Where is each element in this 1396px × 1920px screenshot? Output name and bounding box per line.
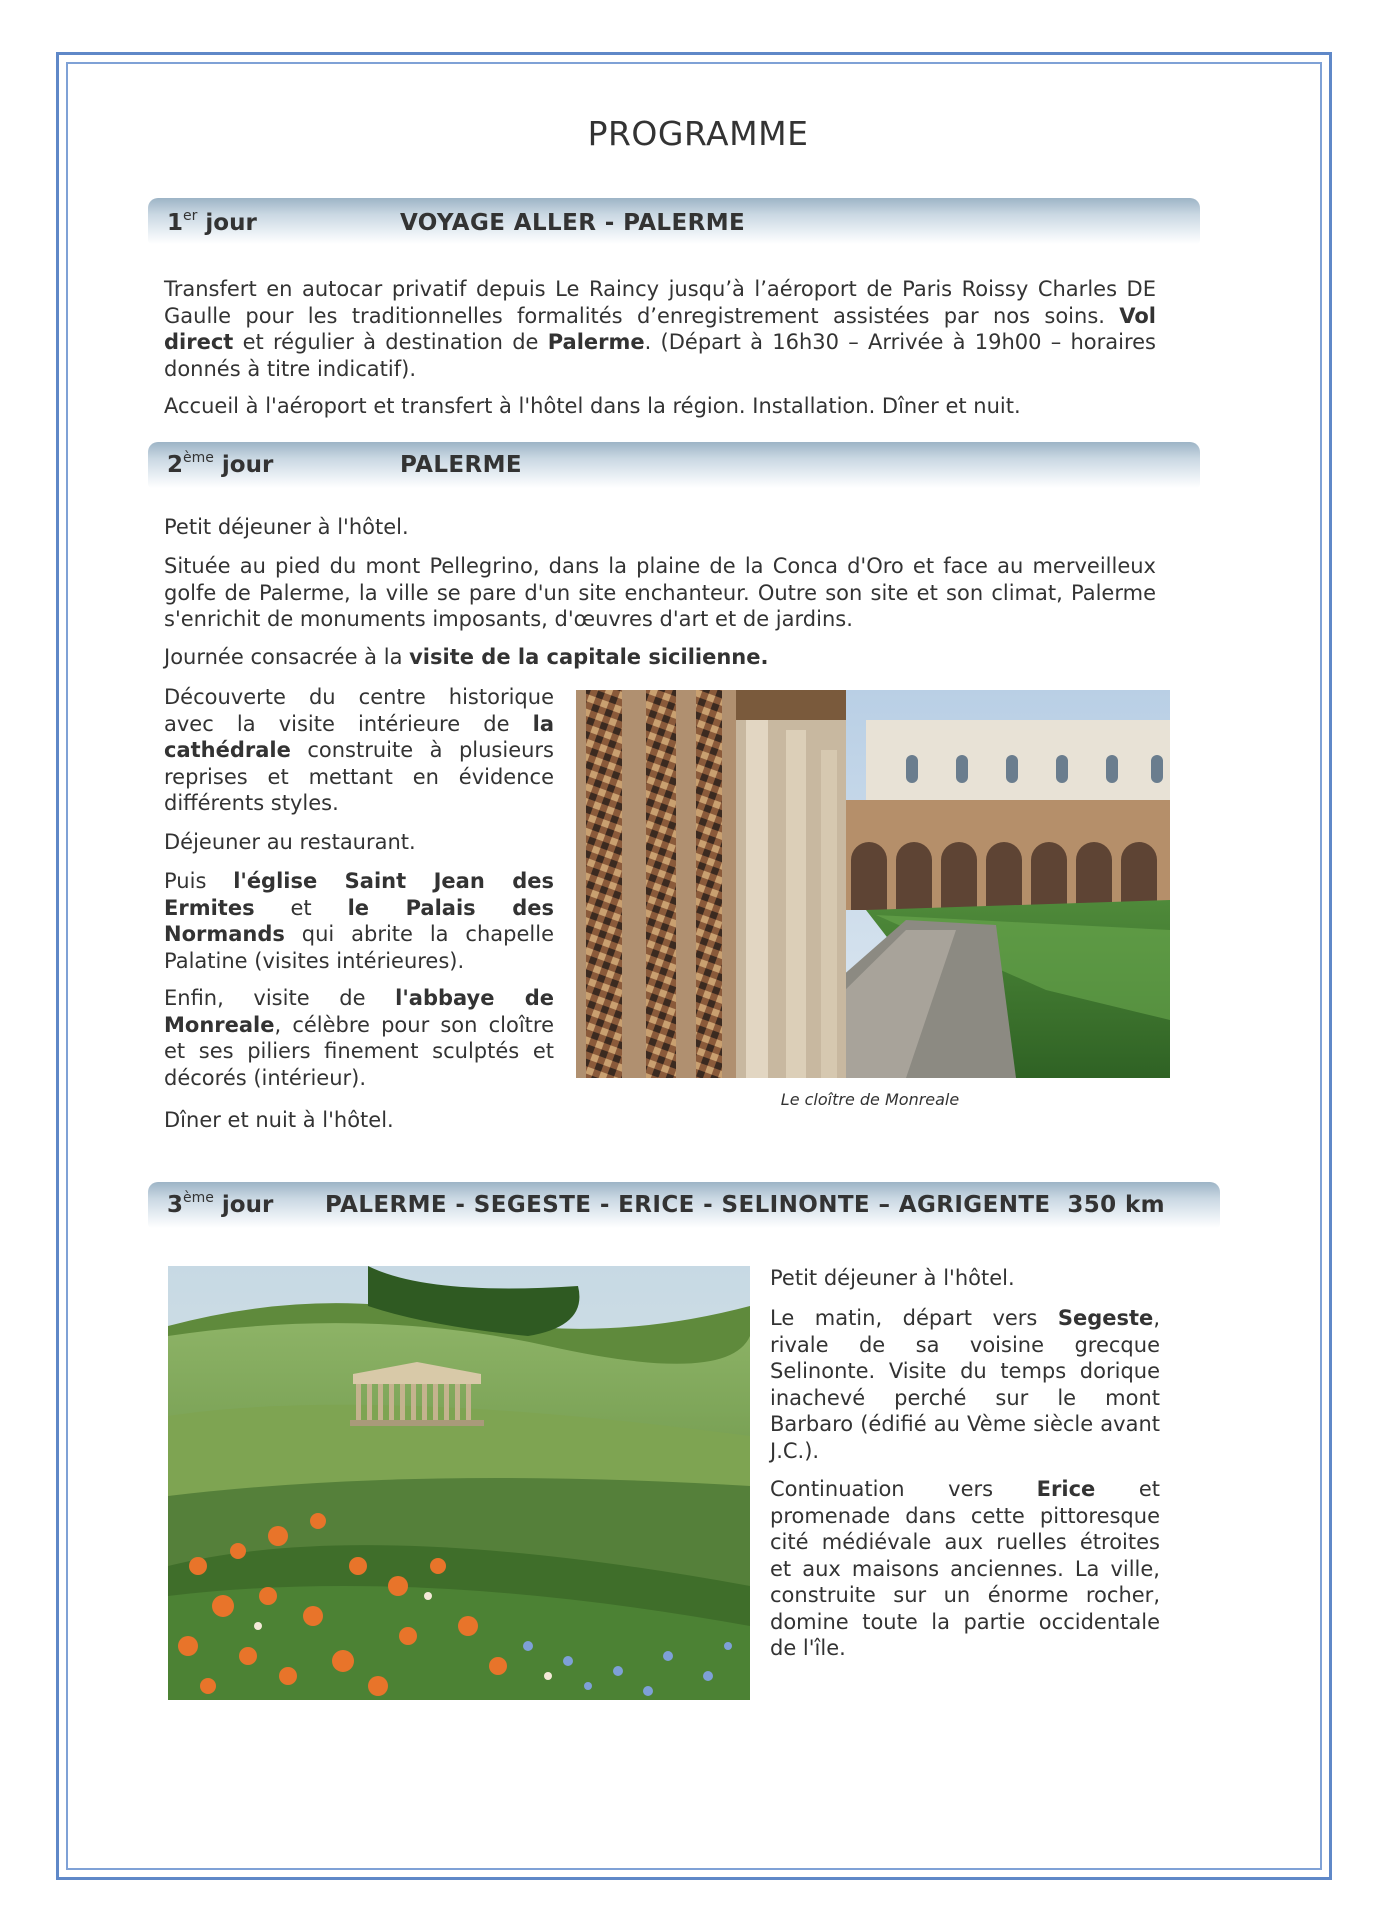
day-3-paragraph-3: Continuation vers Erice et promenade dans cette pittoresque cité médiévale aux ruelles étroites et aux maisons anciennes. La ville, construite sur un énorme rocher, domine toute la partie occidentale de l'île. [770, 1477, 1160, 1660]
day-2-paragraph-7: Enfin, visite de l'abbaye de Monreale, célèbre pour son cloître et ses piliers finement sculptés et décorés (intérieur). [164, 986, 555, 1090]
cloister-photo-caption: Le cloître de Monreale [780, 1090, 960, 1109]
day-1-paragraph-1: Transfert en autocar privatif depuis Le Raincy jusqu’à l’aéroport de Paris Roissy Charles DE Gaulle pour les traditionnelles formalités d’enregistrement assistées par nos soins. Vol direct et régulier à destination de Palerme. (Départ à 16h30 – Arrivée à 19h00 – horaires donnés à titre indicatif). [164, 277, 1156, 381]
day-2-header-band [148, 442, 1200, 488]
day-3-paragraph-2: Le matin, départ vers Segeste, rivale de sa voisine grecque Selinonte. Visite du temps dorique inachevé perché sur le mont Barbaro (édifié au Vème siècle avant J.C.). [770, 1306, 1160, 1463]
segesta-temple-photo [168, 1266, 750, 1700]
day-2-paragraph-3: Journée consacrée à la visite de la capitale sicilienne. [164, 645, 769, 669]
day-2-paragraph-6: Puis l'église Saint Jean des Ermites et le Palais des Normands qui abrite la chapelle Palatine (visites intérieures). [164, 869, 554, 973]
day-1-title: VOYAGE ALLER - PALERME [400, 210, 746, 236]
day-1-label: 1er jour [167, 208, 257, 236]
day-3-label: 3ème jour [167, 1190, 274, 1218]
page-title: PROGRAMME [587, 114, 809, 153]
monreale-cloister-photo [576, 690, 1170, 1078]
day-3-paragraph-1: Petit déjeuner à l'hôtel. [770, 1266, 1015, 1290]
day-2-label: 2ème jour [167, 450, 274, 478]
day-2-paragraph-5: Déjeuner au restaurant. [164, 830, 416, 854]
day-1-paragraph-2: Accueil à l'aéroport et transfert à l'hôtel dans la région. Installation. Dîner et nuit. [164, 394, 1021, 418]
day-3-title: PALERME - SEGESTE - ERICE - SELINONTE – AGRIGENTE 350 km [325, 1192, 1166, 1218]
day-2-title: PALERME [400, 452, 523, 478]
day-2-paragraph-1: Petit déjeuner à l'hôtel. [164, 515, 409, 539]
day-2-paragraph-8: Dîner et nuit à l'hôtel. [164, 1108, 394, 1132]
day-2-paragraph-2: Située au pied du mont Pellegrino, dans la plaine de la Conca d'Oro et face au merveilleux golfe de Palerme, la ville se pare d'un site enchanteur. Outre son site et son climat, Palerme s'enrichit de monuments imposants, d'œuvres d'art et de jardins. [164, 554, 1156, 631]
day-2-paragraph-4: Découverte du centre historique avec la visite intérieure de la cathédrale construite à plusieurs reprises et mettant en évidence différents styles. [164, 685, 554, 815]
